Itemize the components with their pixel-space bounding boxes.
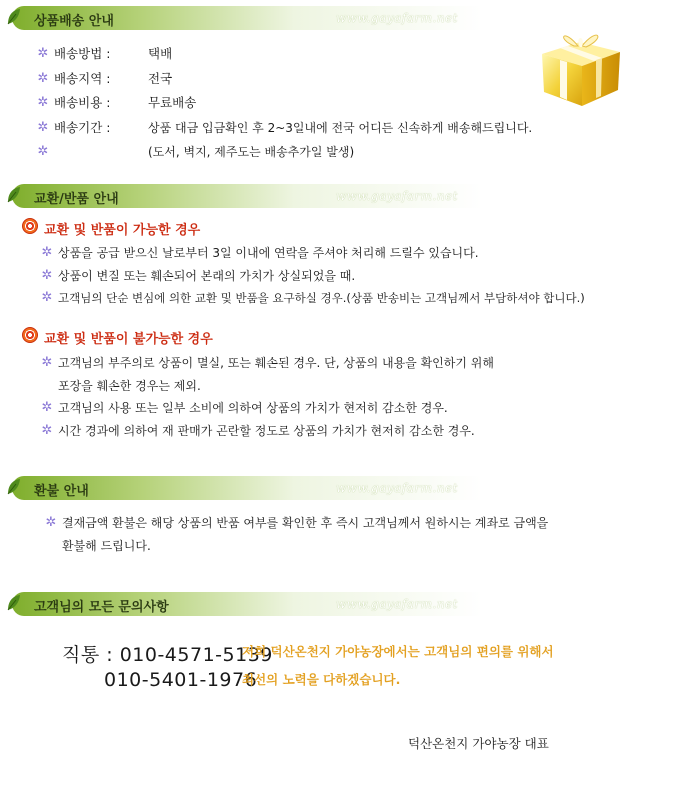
delivery-key: 배송비용 : <box>54 95 111 110</box>
delivery-key: 배송지역 : <box>54 70 111 86</box>
site-url: www.gayafarm.net <box>335 189 458 203</box>
delivery-key: 배송방법 : <box>54 46 111 61</box>
contact-phone-2: 010-5401-1976 <box>104 669 258 691</box>
asterisk-icon: ✲ <box>41 422 53 438</box>
list-item: ✲ 고객님의 사용 또는 일부 소비에 의하여 상품의 가치가 현저히 감소한 경우. <box>40 397 494 420</box>
list-item-continuation: 포장을 훼손한 경우는 제외. <box>58 378 201 393</box>
asterisk-icon: ✲ <box>41 267 53 283</box>
contact-phone-1: 직통 : 010-4571-5139 <box>62 644 273 666</box>
delivery-value: 상품 대금 입금확인 후 2~3일내에 전국 어디든 신속하게 배송해드립니다. <box>148 120 533 135</box>
inquiry-title: 고객님의 모든 문의사항 <box>34 600 169 615</box>
asterisk-icon: ✲ <box>41 400 53 415</box>
asterisk-icon: ✲ <box>37 46 49 61</box>
notice-line-2: 최선의 노력을 다하겠습니다. <box>242 672 401 687</box>
list-item: ✲ 고객님의 단순 변심에 의한 교환 및 반품을 요구하실 경우.(상품 반송비는 고객님께서 부담하셔야 합니다.) <box>40 287 585 310</box>
site-url: www.gayafarm.net <box>335 11 458 25</box>
site-url: www.gayafarm.net <box>335 481 458 495</box>
exchange-impossible-title: 교환 및 반품이 불가능한 경우 <box>22 328 213 347</box>
delivery-value: 전국 <box>148 70 173 86</box>
asterisk-icon: ✲ <box>37 144 49 159</box>
leaf-icon <box>6 8 22 26</box>
asterisk-icon: ✲ <box>41 355 53 370</box>
leaf-icon <box>6 594 22 612</box>
target-icon <box>22 218 38 234</box>
delivery-list <box>36 42 532 165</box>
list-item: ✲ 시간 경과에 의하여 재 판매가 곤란할 정도로 상품의 가치가 현저히 감소한 경우. <box>40 420 494 443</box>
delivery-header-bar <box>12 6 482 30</box>
delivery-title: 상품배송 안내 <box>34 14 114 29</box>
list-item <box>36 91 532 116</box>
exchange-header-bar <box>12 184 482 208</box>
asterisk-icon: ✲ <box>41 290 53 305</box>
exchange-possible-title: 교환 및 반품이 가능한 경우 <box>22 219 200 238</box>
leaf-icon <box>6 186 22 204</box>
list-item: ✲ 결재금액 환불은 해당 상품의 반품 여부를 확인한 후 즉시 고객님께서 원하시는 계좌로 금액을 <box>44 512 548 535</box>
asterisk-icon: ✲ <box>37 70 49 86</box>
exchange-impossible-list <box>40 352 494 442</box>
list-item <box>36 42 532 67</box>
refund-header-bar <box>12 476 482 500</box>
delivery-value: 택배 <box>148 46 173 61</box>
asterisk-icon: ✲ <box>37 119 49 135</box>
refund-list <box>44 512 548 557</box>
gift-box-icon <box>534 20 626 108</box>
notice-line-1: 저희 덕산온천지 가야농장에서는 고객님의 편의를 위해서 <box>242 644 554 659</box>
asterisk-icon: ✲ <box>41 245 53 260</box>
exchange-title: 교환/반품 안내 <box>34 192 119 207</box>
list-item: ✲ 고객님의 부주의로 상품이 멸실, 또는 훼손된 경우. 단, 상품의 내용을 확인하기 위해 <box>40 352 494 375</box>
delivery-value: 무료배송 <box>148 95 197 110</box>
list-item <box>36 116 532 141</box>
site-url: www.gayafarm.net <box>335 597 458 611</box>
refund-title: 환불 안내 <box>34 484 89 499</box>
list-item <box>36 140 532 165</box>
asterisk-icon: ✲ <box>45 515 57 530</box>
exchange-possible-list <box>40 242 585 310</box>
target-icon <box>22 327 38 343</box>
delivery-extra: (도서, 벽지, 제주도는 배송추가일 발생) <box>148 145 355 159</box>
list-item: ✲ 상품을 공급 받으신 날로부터 3일 이내에 연락을 주셔야 처리해 드릴수 있습니다. <box>40 242 585 265</box>
inquiry-header-bar <box>12 592 482 616</box>
asterisk-icon: ✲ <box>37 95 49 110</box>
delivery-key: 배송기간 : <box>54 119 111 135</box>
list-item <box>36 67 532 92</box>
list-item-continuation: 환불해 드립니다. <box>62 538 151 553</box>
list-item: ✲ 상품이 변질 또는 훼손되어 본래의 가치가 상실되었을 때. <box>40 265 585 288</box>
leaf-icon <box>6 478 22 496</box>
signature: 덕산온천지 가야농장 대표 <box>408 736 549 751</box>
